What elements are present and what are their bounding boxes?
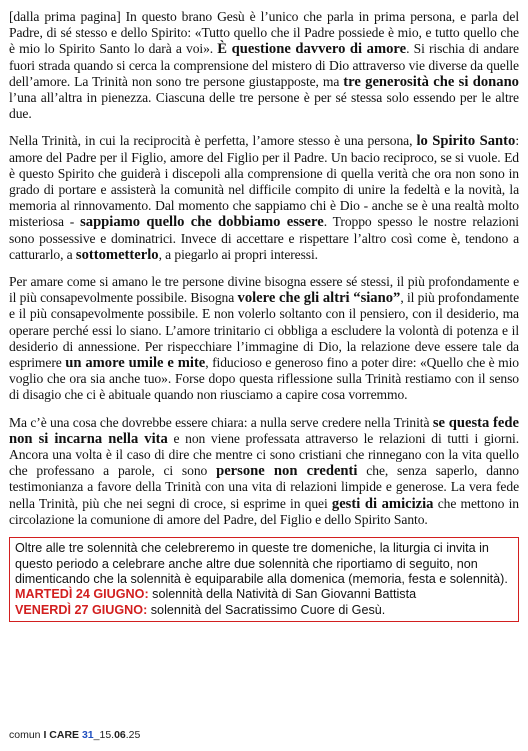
notice-item xyxy=(15,603,513,618)
page-footer xyxy=(9,729,140,741)
bold-phrase: gesti di amicizia xyxy=(331,495,434,512)
notice-item-date: VENERDÌ 27 GIUGNO: xyxy=(15,602,148,617)
article xyxy=(9,9,519,528)
footer-date-month: 06 xyxy=(114,729,126,741)
notice-item-text: solennità del Sacratissimo Cuore di Gesù. xyxy=(147,602,386,617)
text-run: . Si rischia di andare fuori strada quando si cerca la comprensione del mistero di Dio attraverso vie diverse da quelle dell’amore. La Trinità non sono tre persone giustapposte, ma xyxy=(9,41,519,89)
text-run: . Troppo spesso le nostre relazioni sono possessive e dominatrici. Invece di accettare e rispettare l’altro così come è, tendono a catturarlo, a xyxy=(9,214,519,262)
bold-phrase: lo Spirito Santo xyxy=(416,133,516,150)
notice-item-date: MARTEDÌ 24 GIUGNO: xyxy=(15,587,149,602)
text-run: [dalla prima pagina] In questo brano Gesù è l’unico che parla in prima persona, e parla del Padre, di sé stesso e dello Spirito: «Tutto quello che il Padre possiede è mio, e tutto quello che è mio lo Spirito Santo lo darà a voi». xyxy=(9,9,519,57)
text-run: Per amare come si amano le tre persone divine bisogna essere sé stessi, il più profondamente e il più consapevolmente possibile. Bisogna xyxy=(9,274,519,306)
text-run: : amore del Padre per il Figlio, amore del Figlio per il Padre. Un bacio reciproco, se si vuole. Ed è questo Spirito che guiderà i discepoli alla comprensione di quella verità che ora non sono in grado di portare e assisterà la comunità nel difficile compito di unire la fedeltà e la novità, la memoria al rinnovamento. Dal momento che sappiamo chi è Dio - anche se è una realtà molto misteriosa - xyxy=(9,133,519,230)
footer-issue-number: 31 xyxy=(81,729,94,741)
paragraph-2 xyxy=(9,133,519,263)
footer-date-part: _15. xyxy=(93,729,115,741)
bold-phrase: se questa fede non si incarna nella vita xyxy=(9,414,519,447)
footer-brand: I CARE xyxy=(43,729,80,741)
paragraph-3 xyxy=(9,274,519,404)
bold-phrase: volere che gli altri “siano” xyxy=(237,290,401,307)
text-run: che, senza saperlo, danno testimonianza a favore della Trinità con una vita di relazioni limpide e generose. La vera fede nella Trinità, più che nei segni di croce, si esprime in quei xyxy=(9,463,519,511)
paragraph-1 xyxy=(9,9,519,122)
notice-item xyxy=(15,587,513,602)
notice-intro: Oltre alle tre solennità che celebreremo in queste tre domeniche, la liturgia ci invita in questo periodo a celebrare anche altre due solennità che riportiamo di seguito, non dimenticando che la solennità è equiparabile alla domenica (memoria, festa e solennità). xyxy=(15,541,508,586)
bold-phrase: tre generosità che si donano xyxy=(343,73,519,90)
bold-phrase: sappiamo quello che dobbiamo essere xyxy=(80,214,324,231)
bold-phrase: sottometterlo xyxy=(75,246,159,263)
solemnities-notice-box xyxy=(9,537,519,622)
text-run: , il più profondamente e il più consapevolmente possibile. E non volerlo soltanto con il pensiero, con il desiderio, ma operare perché essi lo siano. L’amore trinitario ci obbliga a escludere la volontà di potenza e il desiderio di annessione. Per rispecchiare l’immagine di Dio, la relazione deve essere tale da esprimere xyxy=(9,290,520,371)
text-run: , fiducioso e generoso fino a poter dire: «Quello che è mio voglio che ora sia anche tuo». Forse dopo questa riflessione sulla Trinità restiamo con il senso di disagio che ci è abituale quando non riusciamo a capire cosa vorremmo. xyxy=(9,355,519,403)
notice-item-text: solennità della Natività di San Giovanni Battista xyxy=(148,587,417,602)
text-run: l’una all’altra in pienezza. Ciascuna delle tre persone è per sé stessa solo essendo per le altre due. xyxy=(9,90,519,122)
text-run: che mettono in circolazione la comunione di amore del Padre, del Figlio e dello Spirito Santo. xyxy=(9,495,519,527)
text-run: e non viene professata attraverso le relazioni di tutti i giorni. Ancora una volta è il caso di dire che mentre ci sono cristiani che rinnegano con la vita quello che professano a parole, ci sono xyxy=(9,430,520,479)
text-run: , a piegarlo ai propri interessi. xyxy=(158,246,318,262)
bold-phrase: persone non credenti xyxy=(216,463,358,480)
footer-date-part: .25 xyxy=(125,729,141,741)
bold-phrase: È questione davvero di amore xyxy=(217,41,407,58)
paragraph-4 xyxy=(9,415,519,528)
footer-prefix: comun xyxy=(9,729,44,741)
bold-phrase: un amore umile e mite xyxy=(65,355,206,372)
text-run: Ma c’è una cosa che dovrebbe essere chiara: a nulla serve credere nella Trinità xyxy=(9,414,433,430)
text-run: Nella Trinità, in cui la reciprocità è perfetta, l’amore stesso è una persona, xyxy=(9,133,417,149)
